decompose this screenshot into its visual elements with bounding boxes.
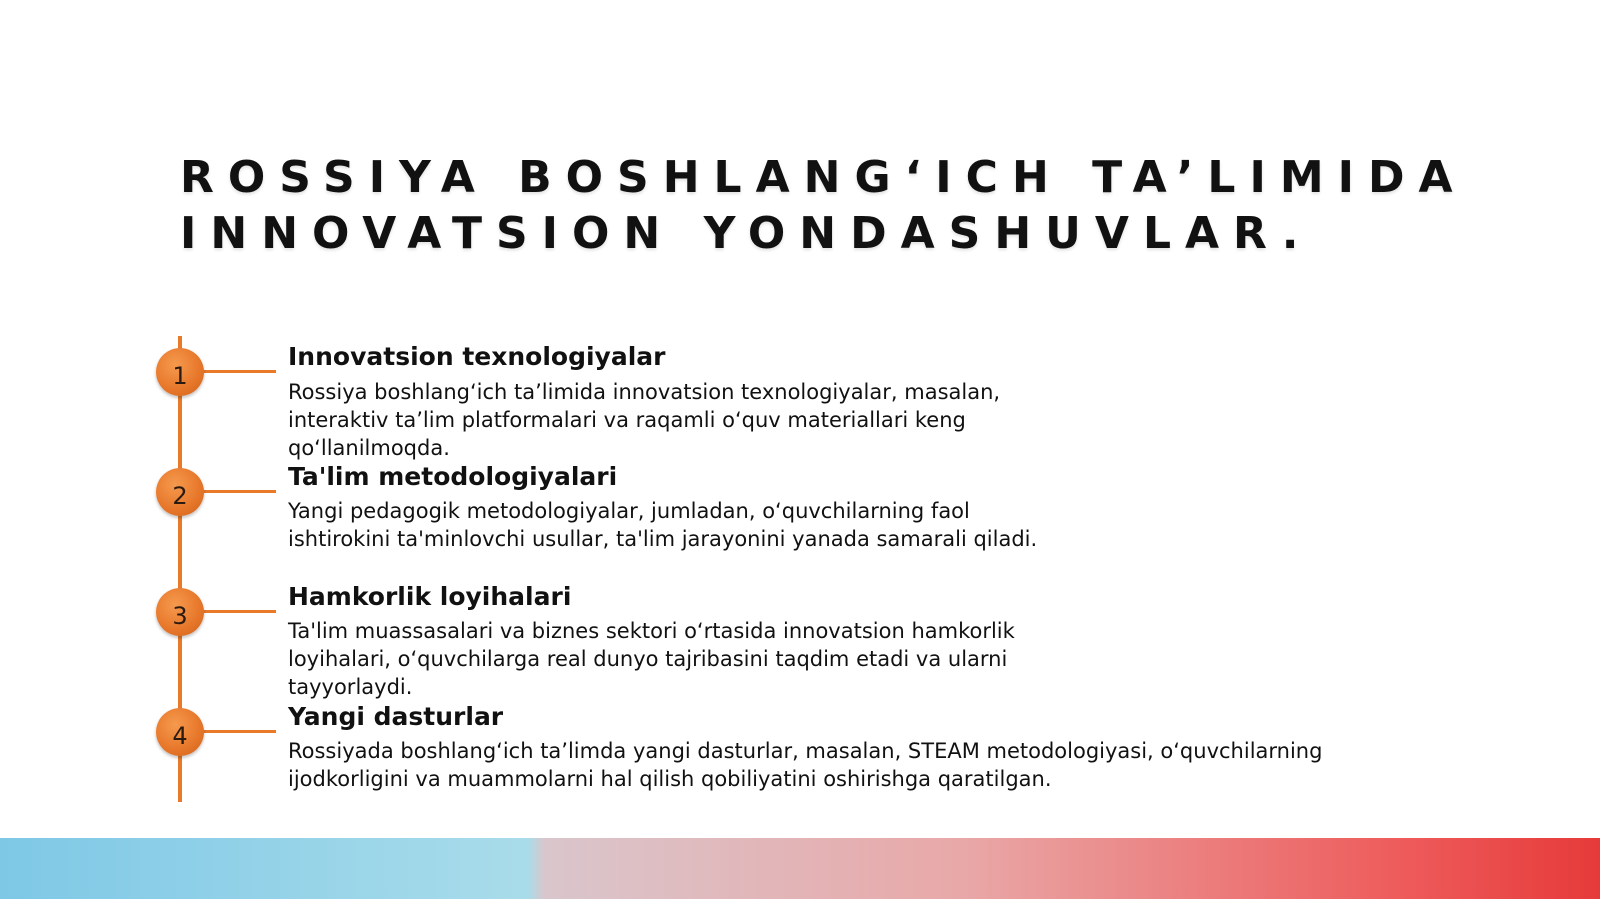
slide-title-line-1: ROSSIYA BOSHLANG‘ICH TA’LIMIDA bbox=[180, 152, 1467, 203]
step-3-connector bbox=[198, 610, 276, 613]
step-3-title: Hamkorlik loyihalari bbox=[288, 582, 572, 611]
step-4-number-badge bbox=[156, 708, 204, 756]
step-2-title: Ta'lim metodologiyalari bbox=[288, 462, 618, 491]
step-3-number-badge bbox=[156, 588, 204, 636]
step-2-number: 2 bbox=[172, 482, 188, 510]
decorative-gradient-bar bbox=[0, 838, 1600, 899]
step-2-description: Yangi pedagogik metodologiyalar, jumladan, o‘quvchilarning faol ishtirokini ta'minlovchi usullar, ta'lim jarayonini yanada samarali qiladi. bbox=[288, 499, 1038, 551]
step-3-number: 3 bbox=[172, 602, 188, 630]
step-3-description: Ta'lim muassasalari va biznes sektori o‘rtasida innovatsion hamkorlik loyihalari, o‘quvchilarga real dunyo tajribasini taqdim etadi va ularni tayyorlaydi. bbox=[288, 619, 1015, 699]
step-4-description: Rossiyada boshlang‘ich ta’limda yangi dasturlar, masalan, STEAM metodologiyasi, o‘quvchilarning ijodkorligini va muammolarni hal qilish qobiliyatini oshirishga qaratilgan. bbox=[288, 739, 1323, 791]
step-1-description: Rossiya boshlang‘ich ta’limida innovatsion texnologiyalar, masalan, interaktiv ta’lim platformalari va raqamli o‘quv materiallari keng qo‘llanilmoqda. bbox=[288, 380, 1001, 460]
step-4-number: 4 bbox=[172, 722, 188, 750]
slide-title-line-2: INNOVATSION YONDASHUVLAR. bbox=[180, 208, 1313, 259]
step-4-connector bbox=[198, 730, 276, 733]
step-1-connector bbox=[198, 370, 276, 373]
step-1-number: 1 bbox=[172, 362, 188, 390]
slide-title bbox=[180, 150, 1560, 262]
step-1-title: Innovatsion texnologiyalar bbox=[288, 342, 666, 371]
step-1-number-badge bbox=[156, 348, 204, 396]
step-2-connector bbox=[198, 490, 276, 493]
step-4-title: Yangi dasturlar bbox=[288, 702, 504, 731]
step-2-number-badge bbox=[156, 468, 204, 516]
